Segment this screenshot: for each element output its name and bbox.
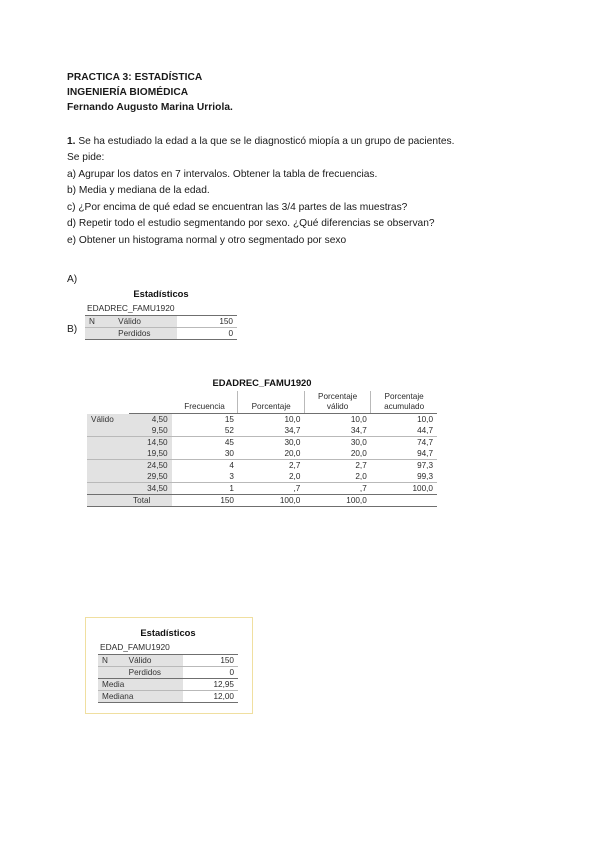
freq-porcentaje-valido-4: 2,7	[355, 461, 367, 470]
freq-total-porcentaje-acumulado	[371, 495, 437, 507]
freq-header-frecuencia: Frecuencia	[172, 391, 238, 414]
question-intro	[67, 134, 507, 151]
stats-b-valido-value: 150	[183, 655, 238, 667]
table-row	[87, 414, 437, 426]
frequency-table-title: EDADREC_FAMU1920	[212, 377, 312, 388]
freq-porcentaje-0: 10,0	[284, 415, 301, 424]
freq-header-porcentaje-acumulado	[371, 391, 437, 414]
table-header-row	[87, 391, 437, 414]
stats-b-mediana-label: Mediana	[98, 691, 183, 703]
freq-cat-2: 14,50	[129, 437, 172, 449]
question-item-d: d) Repetir todo el estudio segmentando por sexo. ¿Qué diferencias se observan?	[67, 218, 435, 230]
question-block	[67, 134, 507, 250]
stats-a-empty-cell	[85, 328, 114, 340]
stats-b-n-label: N	[98, 655, 125, 667]
stats-b-perdidos-value: 0	[183, 667, 238, 679]
statistics-table-b[interactable]	[85, 617, 253, 714]
question-item-e: e) Obtener un histograma normal y otro segmentado por sexo	[67, 234, 347, 246]
freq-porcentaje-acumulado-6: 100,0	[371, 483, 437, 495]
stats-a-valido-label: Válido	[114, 316, 177, 328]
freq-frecuencia-3: 30	[172, 448, 238, 460]
freq-rowlabel-blank-3	[87, 448, 129, 460]
freq-frecuencia-6: 1	[172, 483, 238, 495]
stats-a-perdidos-value: 0	[177, 328, 237, 340]
table-row	[87, 471, 437, 483]
freq-porcentaje-acumulado-3: 94,7	[371, 448, 437, 460]
freq-porcentaje-5: 2,0	[238, 471, 304, 483]
table-row	[85, 328, 237, 340]
section-label-b: B)	[67, 324, 78, 336]
statistics-table-a-variable: EDADREC_FAMU1920	[87, 303, 175, 313]
heading-line-author: Fernando Augusto Marina Urriola.	[67, 102, 233, 114]
stats-b-media-label: Media	[98, 679, 183, 691]
table-row	[87, 425, 437, 437]
freq-frecuencia-0: 15	[224, 415, 234, 424]
heading-line-practica: PRACTICA 3: ESTADÍSTICA	[67, 72, 203, 83]
freq-header-porcentaje-valido	[304, 391, 370, 414]
freq-frecuencia-2: 45	[224, 438, 234, 447]
freq-total-frecuencia: 150	[172, 495, 238, 507]
freq-porcentaje-6: ,7	[238, 483, 304, 495]
freq-frecuencia-5: 3	[172, 471, 238, 483]
table-row	[87, 460, 437, 472]
document-content	[67, 70, 507, 701]
table-row	[85, 316, 237, 328]
freq-porcentaje-acumulado-4: 97,3	[417, 461, 433, 470]
freq-total-blank	[87, 495, 129, 507]
heading-line-carrera: INGENIERÍA BIOMÉDICA	[67, 87, 189, 99]
freq-header-blank-1	[87, 391, 129, 414]
question-se-pide: Se pide:	[67, 152, 105, 164]
table-total-row	[87, 495, 437, 507]
stats-b-empty-cell	[98, 667, 125, 679]
freq-header-porcentaje-acumulado-l2: acumulado	[384, 402, 425, 411]
freq-porcentaje-valido-3: 20,0	[304, 448, 370, 460]
freq-header-porcentaje-valido-l2: válido	[326, 402, 349, 411]
freq-rowlabel-blank-1	[87, 425, 129, 437]
freq-porcentaje-2: 30,0	[284, 438, 301, 447]
stats-a-n-label: N	[85, 316, 114, 328]
freq-porcentaje-valido-2: 30,0	[350, 438, 367, 447]
freq-header-blank-2	[129, 391, 172, 414]
freq-frecuencia-1: 52	[172, 425, 238, 437]
stats-a-valido-value: 150	[177, 316, 237, 328]
freq-rowlabel-blank-4	[87, 460, 129, 472]
stats-b-valido-label: Válido	[125, 655, 183, 667]
document-heading	[67, 70, 507, 116]
table-row	[98, 667, 238, 679]
stats-b-perdidos-label: Perdidos	[125, 667, 183, 679]
question-item-a: a) Agrupar los datos en 7 intervalos. Obtener la tabla de frecuencias.	[67, 168, 378, 180]
freq-cat-5: 29,50	[129, 471, 172, 483]
question-item-c: c) ¿Por encima de qué edad se encuentran las 3/4 partes de las muestras?	[67, 201, 408, 213]
freq-total-label: Total	[129, 495, 172, 507]
freq-header-porcentaje: Porcentaje	[238, 391, 304, 414]
statistics-table-b-variable: EDAD_FAMU1920	[100, 642, 170, 652]
section-label-a: A)	[67, 274, 78, 286]
statistics-table-b-title: Estadísticos	[140, 627, 196, 638]
freq-porcentaje-valido-1: 34,7	[304, 425, 370, 437]
freq-frecuencia-4: 4	[229, 461, 234, 470]
freq-total-porcentaje: 100,0	[238, 495, 304, 507]
freq-group-label: Válido	[87, 414, 129, 426]
stats-b-media-value: 12,95	[183, 679, 238, 691]
freq-total-porcentaje-valido: 100,0	[304, 495, 370, 507]
freq-cat-1: 9,50	[129, 425, 172, 437]
freq-porcentaje-3: 20,0	[238, 448, 304, 460]
stats-b-mediana-value: 12,00	[183, 691, 238, 703]
freq-porcentaje-valido-6: ,7	[304, 483, 370, 495]
table-row	[98, 691, 238, 703]
freq-porcentaje-acumulado-5: 99,3	[371, 471, 437, 483]
freq-cat-0: 4,50	[129, 414, 172, 426]
freq-porcentaje-valido-5: 2,0	[304, 471, 370, 483]
freq-porcentaje-acumulado-2: 74,7	[417, 438, 433, 447]
freq-cat-4: 24,50	[129, 460, 172, 472]
question-item-b: b) Media y mediana de la edad.	[67, 185, 210, 197]
freq-porcentaje-valido-0: 10,0	[350, 415, 367, 424]
table-row	[87, 483, 437, 495]
table-row	[98, 679, 238, 691]
freq-rowlabel-blank-5	[87, 471, 129, 483]
table-row	[87, 437, 437, 449]
freq-cat-6: 34,50	[129, 483, 172, 495]
freq-header-porcentaje-valido-l1: Porcentaje	[317, 392, 358, 401]
freq-rowlabel-blank-2	[87, 437, 129, 449]
statistics-table-a-title: Estadísticos	[133, 288, 189, 299]
statistics-table-a	[85, 288, 237, 340]
freq-porcentaje-4: 2,7	[288, 461, 301, 470]
question-intro-text: Se ha estudiado la edad a la que se le diagnosticó miopía a un grupo de pacientes.	[75, 135, 455, 147]
freq-cat-3: 19,50	[129, 448, 172, 460]
frequency-table	[87, 377, 437, 507]
table-row	[87, 448, 437, 460]
freq-header-porcentaje-acumulado-l1: Porcentaje	[384, 392, 424, 401]
freq-porcentaje-1: 34,7	[238, 425, 304, 437]
stats-a-perdidos-label: Perdidos	[114, 328, 177, 340]
freq-porcentaje-acumulado-0: 10,0	[417, 415, 433, 424]
freq-rowlabel-blank-6	[87, 483, 129, 495]
freq-porcentaje-acumulado-1: 44,7	[371, 425, 437, 437]
question-number: 1.	[67, 135, 76, 147]
table-row	[98, 655, 238, 667]
